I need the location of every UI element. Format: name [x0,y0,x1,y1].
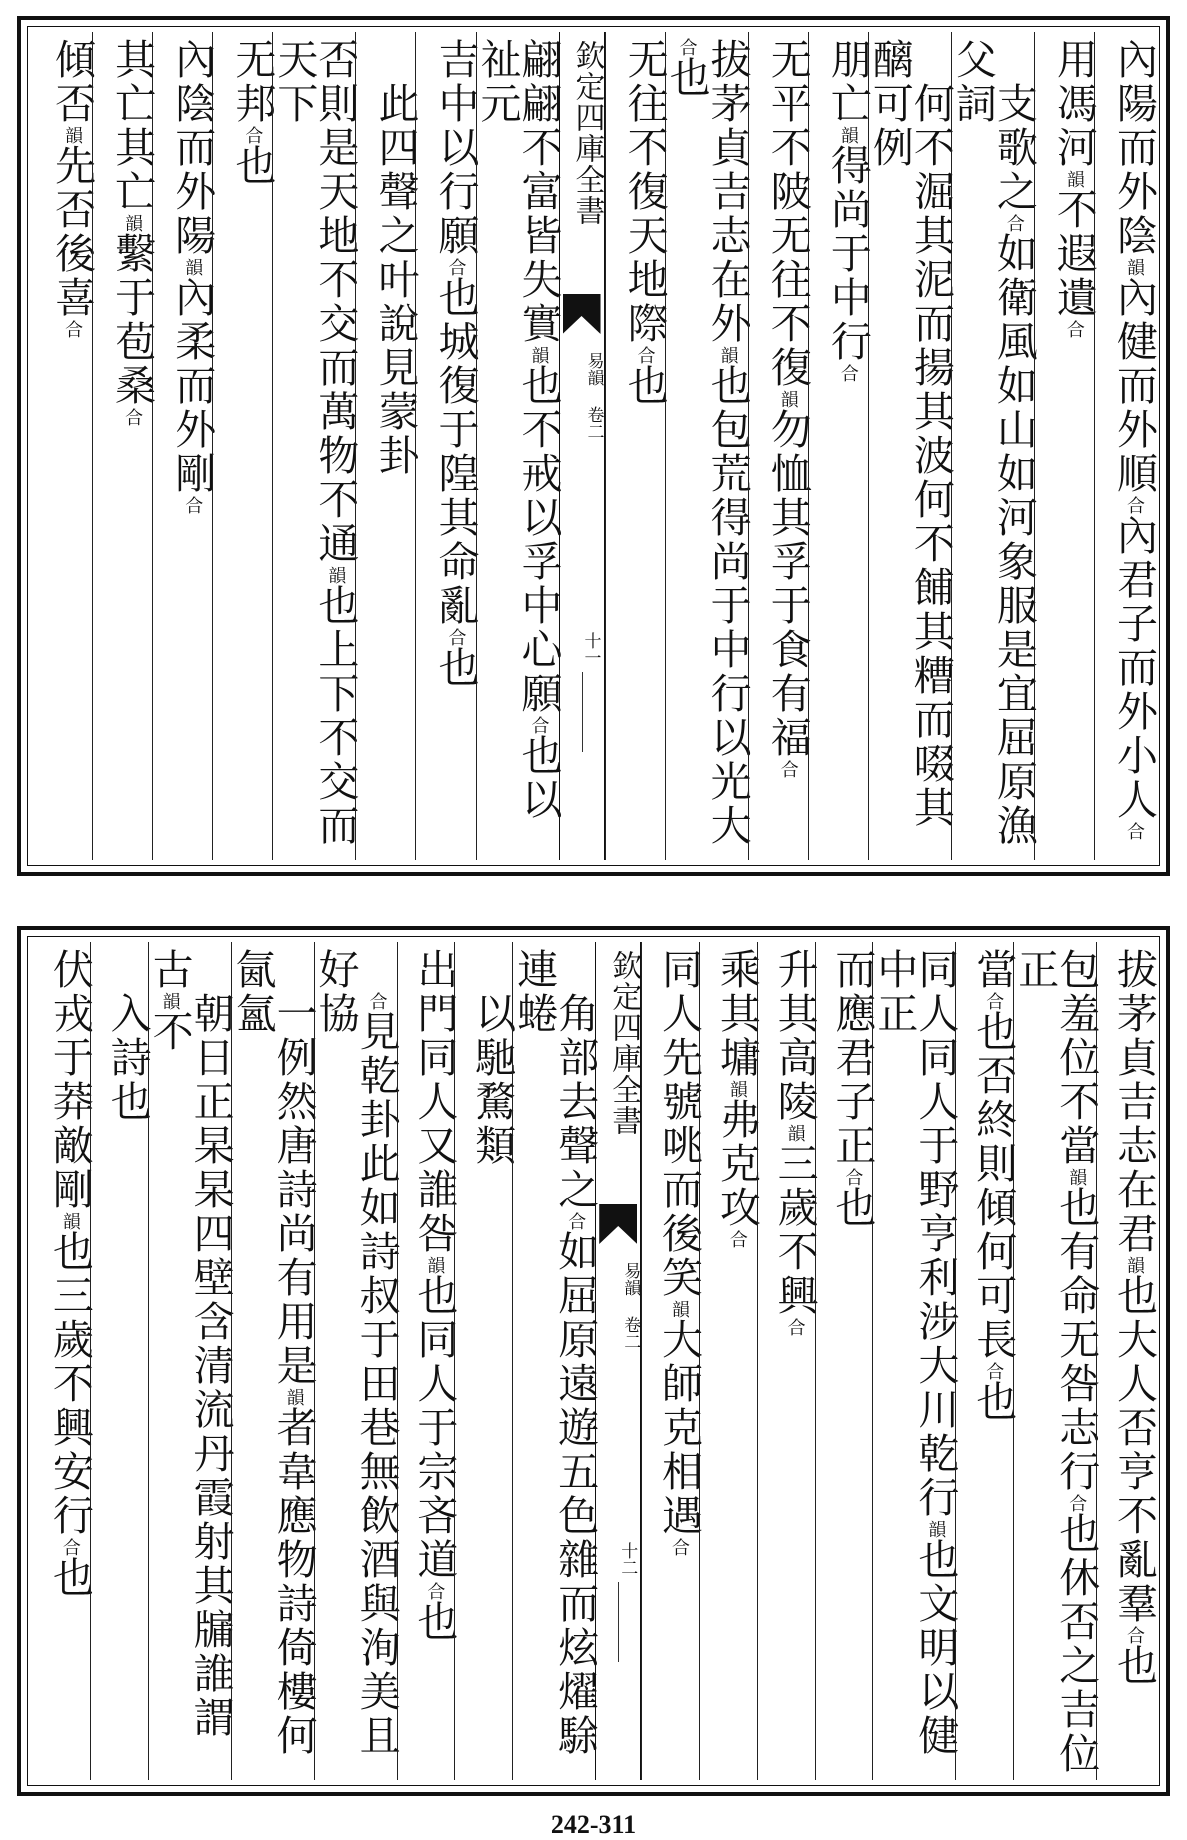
rhyme-annotation: 韻 [1063,170,1085,188]
fold-rule [618,1582,619,1662]
rhyme-annotation: 合 [842,1168,864,1186]
rhyme-annotation: 合 [122,408,144,426]
rhyme-annotation: 韻 [528,346,550,364]
rhyme-annotation: 韻 [424,1256,446,1274]
text-column: 升其高陵韻三歲不興合 [757,942,815,1780]
book-title: 欽定四庫全書 [606,950,642,1136]
rhyme-annotation: 合 [1063,320,1085,338]
rhyme-annotation: 韻 [669,1300,691,1318]
rhyme-annotation: 合 [182,496,204,514]
text-column: 无平不陂无往不復韻勿恤其孚于食有福合 [748,32,808,860]
rhyme-annotation: 合 [676,38,698,56]
rhyme-annotation: 合 [59,1538,81,1556]
subtitle: 易韻 [583,352,604,386]
text-column: 合見乾卦此如詩叔于田巷無飲酒與洵美且好協 [314,942,397,1780]
rhyme-annotation: 韻 [717,346,739,364]
text-column: 无往不復天地際合也 [605,32,665,860]
top-page-columns [33,32,1158,860]
text-column: 何不淈其泥而揚其波何不餔其糟而啜其醨可例 [868,32,951,860]
rhyme-annotation: 合 [983,1362,1005,1380]
text-column: 同人先號咷而後笑韻大師克相遇合 [641,942,699,1780]
rhyme-annotation: 合 [634,346,656,364]
rhyme-annotation: 合 [726,1230,748,1248]
rhyme-annotation: 韻 [283,1388,305,1406]
volume-label [560,352,604,440]
fish-tail-mark-icon [563,294,601,334]
text-column: 其亡其亡韻繫于苞桑合 [92,32,152,860]
rhyme-annotation: 合 [1066,1494,1088,1512]
rhyme-annotation: 韻 [1124,258,1145,276]
text-column: 朝日正杲杲四壁含清流丹霞射其牖誰謂古韻不 [148,942,231,1780]
text-column: 包羞位不當韻也有命无咎志行合也休否之吉位正 [1013,942,1096,1780]
rhyme-annotation: 韻 [182,258,204,276]
volume: 卷二 [620,1316,641,1350]
text-column: 內陽而外陰韻內健而外順合內君子而外小人合 [1094,32,1154,860]
text-column: 否則是天地不交而萬物不通韻也上下不交而天下 [272,32,355,860]
rhyme-annotation: 韻 [925,1520,947,1538]
center-fold [559,32,605,860]
text-column: 出門同人又誰咎韻也同人于宗吝道合也 [397,942,455,1780]
rhyme-annotation: 韻 [837,126,859,144]
rhyme-annotation: 合 [445,258,467,276]
rhyme-annotation: 韻 [784,1124,806,1142]
text-column: 支歌之合如衛風如山如河象服是宜屈原漁父詞 [951,32,1034,860]
rhyme-annotation: 韻 [159,992,181,1010]
text-column: 吉中以行願合也城復于隍其命亂合也 [415,32,475,860]
rhyme-annotation: 合 [1124,496,1145,514]
top-page [17,16,1170,876]
page-number: 242-311 [550,1810,637,1839]
rhyme-annotation: 韻 [1124,1256,1145,1274]
text-column: 內陰而外陽韻內柔而外剛合 [152,32,212,860]
book-title: 欽定四庫全書 [569,40,605,226]
rhyme-annotation: 合 [777,760,799,778]
rhyme-annotation: 合 [784,1318,806,1336]
text-column: 用馮河韻不遐遺合 [1034,32,1094,860]
text-column: 此四聲之叶說見蒙卦 [355,32,415,860]
text-column: 伏戎于莽敵剛韻也三歲不興安行合也 [45,948,94,1600]
text-column: 拔茅貞吉志在外韻也包荒得尚于中行以光大合也 [665,32,748,860]
rhyme-annotation: 韻 [325,566,347,584]
rhyme-annotation: 合 [837,364,859,382]
fold-rule [582,672,583,752]
text-column: 傾否韻先否後喜合 [48,38,97,338]
subtitle: 易韻 [620,1262,641,1296]
rhyme-annotation: 合 [424,1582,446,1600]
rhyme-annotation: 合 [669,1538,691,1556]
rhyme-annotation: 合 [565,1212,587,1230]
rhyme-annotation: 合 [1124,1626,1145,1644]
text-column: 翩翩不富皆失實韻也不戒以孚中心願合也以祉元 [476,32,559,860]
folio-number: 十一 [580,632,601,666]
text-column: 而應君子正合也 [815,942,873,1780]
text-column: 一例然唐詩尚有用是韻者韋應物詩倚樓何氤氳 [231,942,314,1780]
bottom-page [17,926,1170,1796]
rhyme-annotation: 合 [983,992,1005,1010]
rhyme-annotation: 合 [1124,822,1145,840]
text-column: 以馳騖類 [454,942,512,1780]
rhyme-annotation: 韻 [777,390,799,408]
rhyme-annotation: 韻 [726,1080,748,1098]
rhyme-annotation: 韻 [122,214,144,232]
text-column: 乘其墉韻弗克攻合 [699,942,757,1780]
text-column: 无邦合也 [212,32,272,860]
fish-tail-mark-icon [599,1204,637,1244]
rhyme-annotation: 合 [62,320,84,338]
text-column: 拔茅貞吉志在君韻也大人否亨不亂羣合也 [1096,942,1154,1780]
rhyme-annotation: 韻 [1066,1168,1088,1186]
text-column: 角部去聲之合如屈原遠遊五色雜而炫燿駼連蜷 [512,942,595,1780]
rhyme-annotation: 合 [445,628,467,646]
text-column: 入詩也 [90,942,148,1780]
rhyme-annotation: 合 [366,992,388,1010]
rhyme-annotation: 韻 [59,1212,81,1230]
rhyme-annotation: 合 [242,126,264,144]
folio-number: 十二 [617,1542,638,1576]
rhyme-annotation: 韻 [62,126,84,144]
text-column: 同人同人于野亨利涉大川乾行韻也文明以健中正 [872,942,955,1780]
center-fold [595,942,641,1780]
bottom-page-columns [33,942,1158,1780]
rhyme-annotation: 合 [528,716,550,734]
volume-label [596,1262,640,1350]
text-column: 當合也否終則傾何可長合也 [955,942,1013,1780]
rhyme-annotation: 合 [1003,214,1025,232]
volume: 卷二 [583,406,604,440]
text-column: 朋亡韻得尚于中行合 [808,32,868,860]
